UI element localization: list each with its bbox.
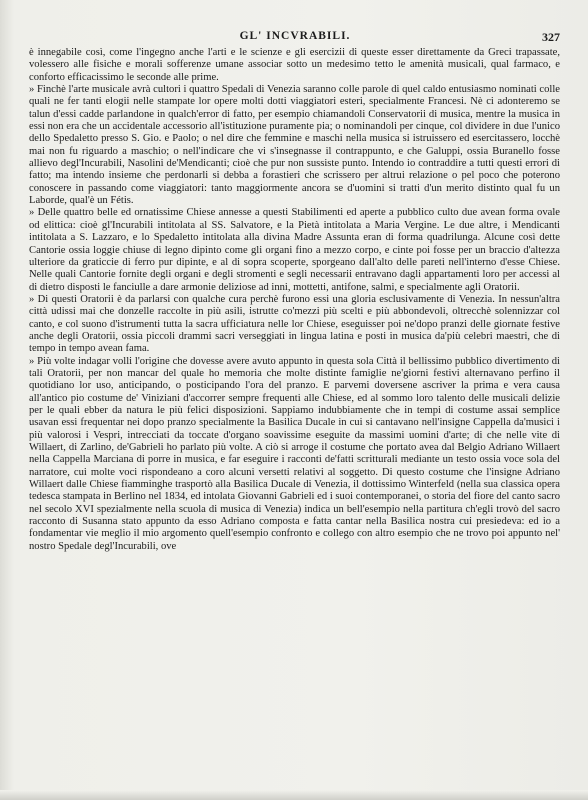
- paragraph-2: » Finchè l'arte musicale avrà cultori i quattro Spedali di Venezia saranno colle parole di quel caldo entusiasmo nominati colle quali ne fer tanti elogii nelle stampate lor opere molti dotti viaggiatori esteri, specialmente Francesi. Nè ci adonteremo se talun d'essi cadde parlandone in qualch'error di fatto, per esempio chiamandoli Conservatorii di musica, mentre la musica in essi non era che un accidentale accessorio all'istituzione puramente pia; o nominandoli per cinque, col dividere in due l'unico dello Spedaletto presso S. Gio. e Paolo; o nel dire che femmine e maschi nella musica si istruissero ed esercitassero, locchè mai non fu riguardo a maschio; o nell'indicare che vi s'insegnasse il contrappunto, e che Galuppi, ossia Buranello fosse allievo degl'Incurabili, Nasolini de'Mendicanti; cioè che pur non sussiste punto. Intendo io contraddire a tutti questi errori di fatto; ma intendo insieme che perdonarli si debba a forastieri che scrissero per altrui relazione o pel poco che poterono conoscere in passando come viaggiatori: tanto maggiormente ancora se d'uomini si tratti d'un merito distinto qual fu un Laborde, qual'è un Fétis.: [29, 84, 560, 207]
- page-bottom-edge: [0, 790, 588, 800]
- page-number: 327: [542, 30, 560, 44]
- paragraph-3: » Delle quattro belle ed ornatissime Chiese annesse a questi Stabilimenti ed aperte a pubblico culto due avean forma ovale od elittica: cioè gl'Incurabili intitolata al SS. Salvatore, e la Pietà intitolata a Maria Vergine. Le due altre, i Mendicanti intitolata a S. Lazzaro, e lo Spedaletto intitolata alla divina Madre Assunta eran di forma quadrilunga. Alcune così dette Cantorie ossia loggie chiuse di legno dipinto come gli organi fino a mezzo corpo, e cinte poi fosse per un braccio d'altezza ulteriore da graticcie di ferro pur dipinte, e al di sopra scoperte, sporgeano dall'alto delle pareti nell'interno d'esse Chiese. Nelle quali Cantorie fornite degli organi e degli stromenti e segli necessarii entravano dagli appartamenti loro per accessi al di dietro disposti le fanciulle a dare armonie deliziose ad inni, mottetti, antifone, salmi, e specialmente agli Oratorii.: [29, 207, 560, 293]
- running-head: GL' INCVRABILI.: [239, 30, 351, 42]
- paragraph-4: » Di questi Oratorii è da parlarsi con qualche cura perchè furono essi una gloria esclusivamente di Venezia. In nessun'altra città udissi mai che donzelle raccolte in più asili, istrutte co'mezzi più scelti e più abbondevoli, oltrecchè solennizzar col canto, e col suono d'istrumenti tutta la sacra ufficiatura nelle lor Chiese, eseguisser poi ne'dopo pranzi delle giornate festive anche degli Oratorii, ossia piccoli drammi sacri verseggiati in lingua latina e posti in musica da'più celebri maestri, che di tempo in tempo avean fama.: [29, 293, 560, 355]
- paragraph-1: è innegabile così, come l'ingegno anche l'arti e le scienze e gli esercizii di queste esser direttamente da Greci trapassate, volessero alle fisiche e morali sofferenze umane associar sotto un medesimo tetto le amenità musicali, qual farmaco, e conforto efficacissimo le seconde alle prime.: [29, 47, 560, 83]
- page-body: [29, 47, 560, 794]
- page-header: [30, 30, 560, 46]
- paragraph-5: » Più volte indagar volli l'origine che dovesse avere avuto appunto in questa sola Città il bellissimo pubblico divertimento di tali Oratorii, per non mancar del quale ho memoria che molte distinte famiglie ne'giorni festivi alternavano perfino il quotidiano lor uso, anticipando, o posticipando l'ora del pranzo. E parvemi doversene ascriver la prima e vera causa all'antico pio costume de' Viniziani d'accorrer sempre frequenti alle Chiese, ed al sommo loro talento delle musicali delizie per le quali ebber da natura le più felici disposizioni. Sappiamo indubbiamente che in tempi di costume assai semplice usavan essi frequentar nei dopo pranzo specialmente la Basilica Ducale in cui si cantavano nell'insigne Cappella da'musici i più valorosi i Vespri, intrecciati da toccate d'organo soavissime eseguite da massimi uomini d'arte; di che nelle vite di Willaert, di Zarlino, de'Gabrieli ho parlato più volte. A ciò si arroge il costume che portato avea dal Belgio Adriano Willaert nella Cappella Marciana di porre in musica, e far eseguire i racconti de'fatti scritturali mediante un testo ossia voce sola del narratore, cui molte voci rispondeano a coro alcuni versetti relativi al soggetto. Di questo costume che l'insigne Adriano Willaert dalle Chiese fiamminghe trasportò alla Basilica Ducale di Venezia, il dottissimo Winterfeld (nella sua classica opera tedesca stampata in Berlino nel 1834, ed intolata Giovanni Gabrieli ed i suoi contemporanei, o storia del fiore del canto sacro nel secolo XVI spezialmente nella scuola di musica di Venezia) indica un bell'esempio nella partitura ch'egli trovò del sacro racconto di Susanna stato appunto da esso Adriano composta e fatta cantar nella Basilica nostra cui presiedeva: ed io a fondamentar vie meglio il mio argomento quell'esempio confronto e collego con altro esempio che ne trovo poi appunto nel' nostro Spedale degl'Incurabili, ove: [29, 355, 560, 552]
